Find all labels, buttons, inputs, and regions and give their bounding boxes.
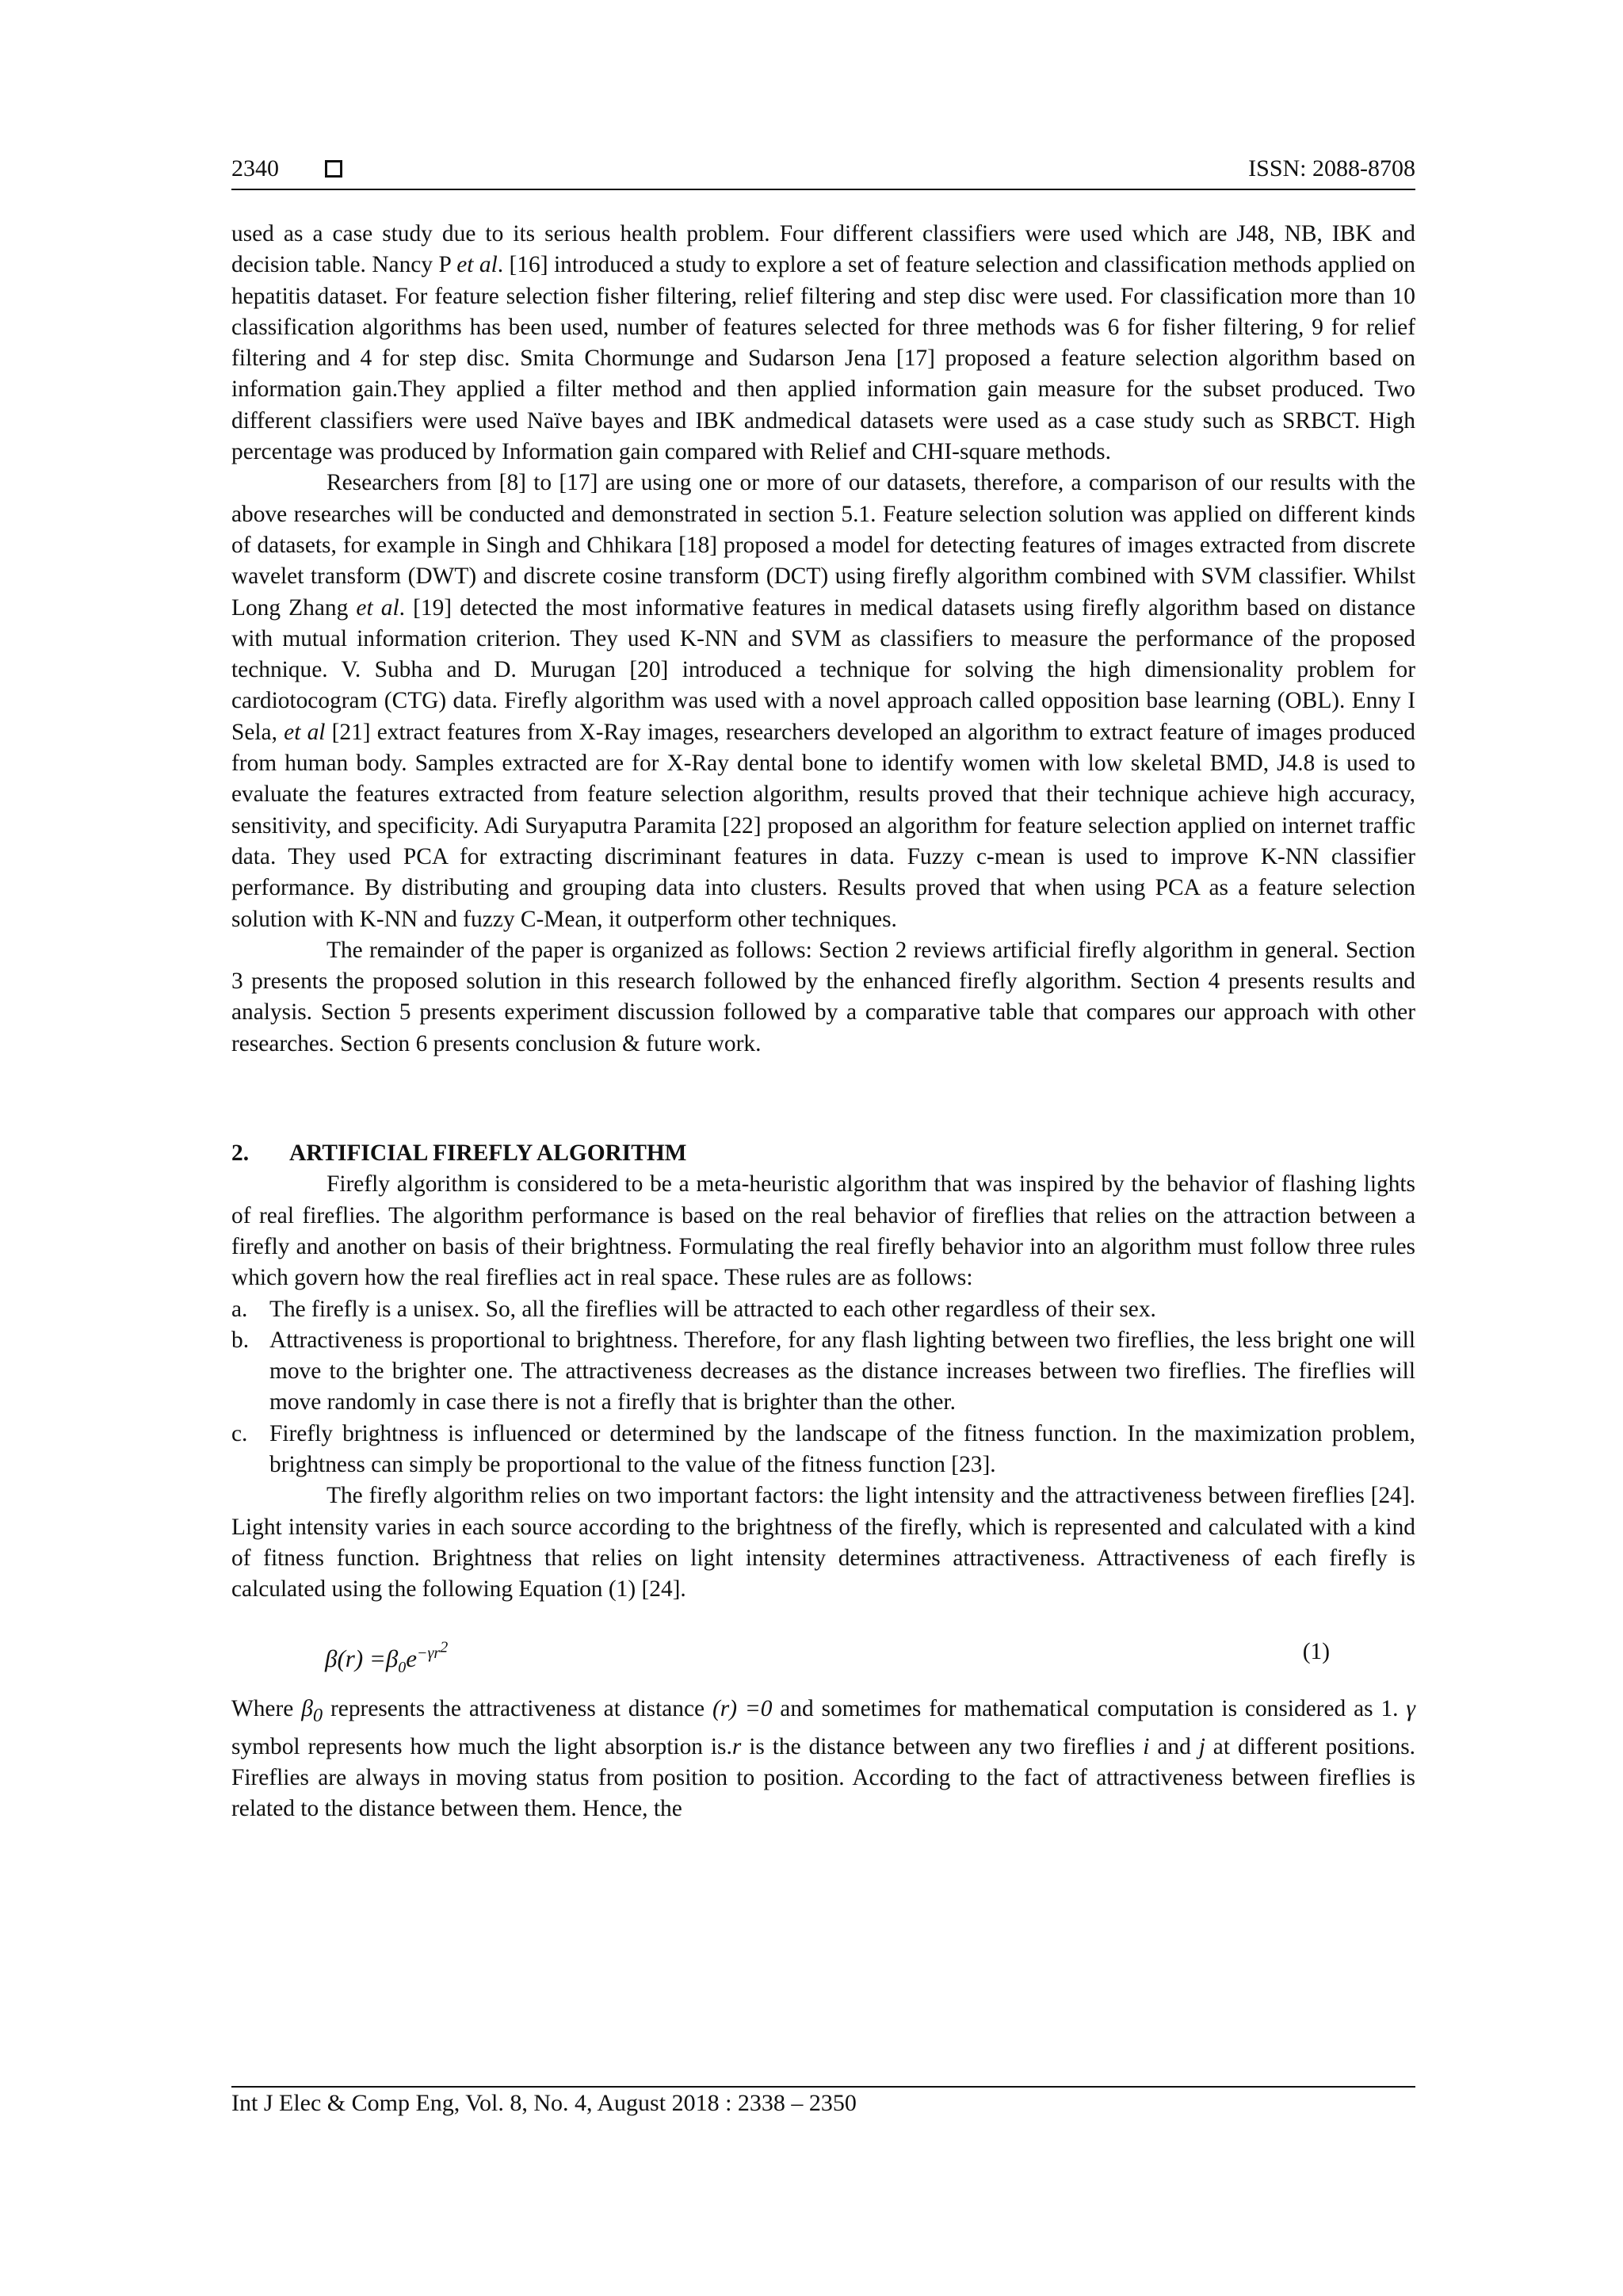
list-item: c. Firefly brightness is influenced or determined by the landscape of the fitness function. In the maximization problem, brightness can simply be proportional to the value of the fitness function [23].	[231, 1420, 1415, 1477]
list-item: a. The firefly is a unisex. So, all the fireflies will be attracted to each other regardless of their sex.	[231, 1296, 1156, 1322]
paragraph-2: Researchers from [8] to [17] are using one or more of our datasets, therefore, a comparison of our results with the above researches will be conducted and demonstrated in section 5.1. Feature selection solution was applied on different kinds of datasets, for example in Singh and Chhikara [18] proposed a model for detecting features of images extracted from discrete wavelet transform (DWT) and discrete cosine transform (DCT) using firefly algorithm combined with SVM classifier. Whilst Long Zhang et al. [19] detected the most informative features in medical datasets using firefly algorithm based on distance with mutual information criterion. They used K-NN and SVM as classifiers to measure the performance of the proposed technique. V. Subha and D. Murugan [20] introduced a technique for solving the high dimensionality problem for cardiotocogram (CTG) data. Firefly algorithm was used with a novel approach called opposition base learning (OBL). Enny I Sela, et al [21] extract features from X-Ray images, researchers developed an algorithm to extract feature of images produced from human body. Samples extracted are for X-Ray dental bone to identify women with low skeletal BMD, J4.8 is used to evaluate the features extracted from feature selection algorithm, results proved that their technique achieve high accuracy, sensitivity, and specificity. Adi Suryaputra Paramita [22] proposed an algorithm for feature selection applied on internet traffic data. They used PCA for extracting discriminant features in data. Fuzzy c-mean is used to improve K-NN classifier performance. By distributing and grouping data into clusters. Results proved that when using PCA as a feature selection solution with K-NN and fuzzy C-Mean, it outperform other techniques.	[231, 470, 1416, 932]
page-number: 2340	[231, 155, 279, 181]
section-heading	[231, 1138, 1415, 1169]
section-number: 2.	[231, 1140, 250, 1167]
issn-label: ISSN: 2088-8708	[1248, 155, 1415, 181]
body-text	[231, 219, 1415, 1825]
header-rule	[231, 189, 1415, 190]
list-item: b. Attractiveness is proportional to brightness. Therefore, for any flash lighting between two fireflies, the less bright one will move to the brighter one. The attractiveness decreases as the distance increases between two fireflies. The fireflies will move randomly in case there is not a firefly that is brighter than the other.	[231, 1327, 1415, 1415]
rules-list	[231, 1294, 1415, 1481]
paragraph-1: used as a case study due to its serious health problem. Four different classifiers were used which are J48, NB, IBK and decision table. Nancy P et al. [16] introduced a study to explore a set of feature selection and classification methods applied on hepatitis dataset. For feature selection fisher filtering, relief filtering and step disc were used. For classification more than 10 classification algorithms has been used, number of features selected for three methods was 6 for fisher filtering, 9 for relief filtering and 4 for step disc. Smita Chormunge and Sudarson Jena [17] proposed a feature selection algorithm based on information gain.They applied a filter method and then applied information gain measure for the subset produced. Two different classifiers were used Naïve bayes and IBK andmedical datasets were used as a case study such as SRBCT. High percentage was produced by Information gain compared with Relief and CHI-square methods.	[231, 221, 1416, 465]
footer-rule	[231, 2086, 1415, 2088]
equation-number: (1)	[1302, 1639, 1330, 1665]
running-header	[231, 155, 1415, 189]
equation-formula: $\beta(r) =\beta_0e^{-\gamma r^2}$	[325, 1638, 449, 1677]
equation-1	[231, 1621, 1415, 1683]
paragraph-5: The firefly algorithm relies on two important factors: the light intensity and the attractiveness between fireflies [24]. Light intensity varies in each source according to the brightness of the firefly, which is represented and calculated with a kind of fitness function. Brightness that relies on light intensity determines attractiveness. Attractiveness of each firefly is calculated using the following Equation (1) [24].	[231, 1483, 1415, 1603]
running-footer: Int J Elec & Comp Eng, Vol. 8, No. 4, August 2018 : 2338 – 2350	[231, 2090, 857, 2116]
paragraph-6: Where $\beta_0$ represents the attractiveness at distance (r) =0 and sometimes for mathematical computation is considered as 1. γ symbol represents how much the light absorption is.r is the distance between any two fireflies i and j at different positions. Fireflies are always in moving status from position to position. According to the fact of attractiveness between fireflies is related to the distance between them. Hence, the	[231, 1696, 1416, 1822]
square-bullet-icon	[325, 160, 342, 178]
section-title: ARTIFICIAL FIREFLY ALGORITHM	[289, 1140, 687, 1167]
paragraph-3: The remainder of the paper is organized as follows: Section 2 reviews artificial firefly algorithm in general. Section 3 presents the proposed solution in this research followed by the enhanced firefly algorithm. Section 4 presents results and analysis. Section 5 presents experiment discussion followed by a comparative table that compares our approach with other researches. Section 6 presents conclusion & future work.	[231, 937, 1415, 1056]
paragraph-4: Firefly algorithm is considered to be a meta-heuristic algorithm that was inspired by the behavior of flashing lights of real fireflies. The algorithm performance is based on the real behavior of fireflies that relies on the attraction between a firefly and another on basis of their brightness. Formulating the real firefly behavior into an algorithm must follow three rules which govern how the real fireflies act in real space. These rules are as follows:	[231, 1171, 1415, 1291]
